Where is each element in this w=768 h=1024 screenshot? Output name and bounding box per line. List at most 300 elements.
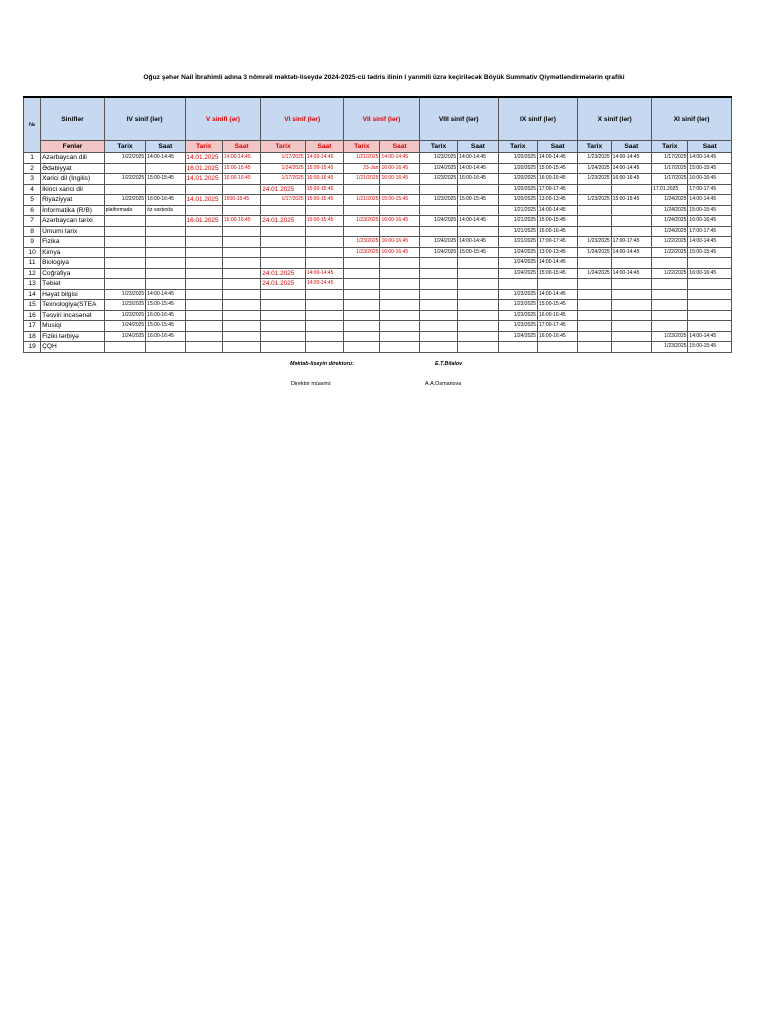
date-cell <box>261 237 305 248</box>
date-cell: 1/24/2025 <box>498 258 537 269</box>
time-cell <box>305 342 343 353</box>
time-cell <box>380 268 419 279</box>
date-cell <box>578 310 611 321</box>
date-cell: 14.01.2025 <box>185 153 222 164</box>
subject-cell: Təbiət <box>41 279 105 290</box>
date-cell: 1/24/2025 <box>419 163 457 174</box>
time-cell: 15:00-15:45 <box>611 195 651 206</box>
time-cell <box>688 289 732 300</box>
date-cell <box>104 226 145 237</box>
table-row <box>24 331 732 342</box>
date-cell <box>104 268 145 279</box>
table-row <box>24 310 732 321</box>
classes-header: Siniflər <box>41 97 105 141</box>
time-cell: 17:00-17:45 <box>611 237 651 248</box>
time-cell: 15:00-15:45 <box>146 300 185 311</box>
date-cell <box>185 331 222 342</box>
time-cell <box>222 342 260 353</box>
date-header: Tarix <box>185 141 222 153</box>
subject-cell: Riyaziyyat <box>41 195 105 206</box>
table-row <box>24 268 732 279</box>
time-cell: 14:00-14:45 <box>537 205 577 216</box>
date-cell: 1/20/2025 <box>498 163 537 174</box>
time-header: Saat <box>305 141 343 153</box>
date-cell: 24.01.2025 <box>261 184 305 195</box>
time-cell <box>305 289 343 300</box>
date-cell <box>185 268 222 279</box>
time-cell: 16:00-16:45 <box>222 216 260 227</box>
time-cell: 14:00-14:45 <box>222 153 260 164</box>
time-cell: 15:00-15:45 <box>537 300 577 311</box>
class-header: V sinifi (ər) <box>185 97 261 141</box>
date-cell <box>104 237 145 248</box>
time-cell <box>222 184 260 195</box>
date-cell: platformada <box>104 205 145 216</box>
row-number: 12 <box>24 268 41 279</box>
time-cell: 14:00-14:45 <box>688 153 732 164</box>
deputy-label: Direktor müavini: <box>291 381 332 387</box>
time-cell: 15:00-15:45 <box>305 163 343 174</box>
date-cell <box>578 279 611 290</box>
date-cell: 1/21/2025 <box>498 237 537 248</box>
time-cell <box>380 331 419 342</box>
date-cell <box>261 289 305 300</box>
row-number: 14 <box>24 289 41 300</box>
time-cell: 16:00-16:45 <box>146 310 185 321</box>
time-cell <box>305 331 343 342</box>
time-cell: 14:00-14:45 <box>537 258 577 269</box>
date-cell: 1/17/2025 <box>261 174 305 185</box>
subjects-header: Fənlər <box>41 141 105 153</box>
date-cell <box>419 184 457 195</box>
deputy-name: A.A.Osmanova <box>425 381 462 387</box>
subject-cell: Xarici dil (İngilis) <box>41 174 105 185</box>
time-cell <box>380 289 419 300</box>
date-header: Tarix <box>578 141 611 153</box>
date-cell <box>185 310 222 321</box>
time-header: Saat <box>458 141 498 153</box>
time-cell <box>222 279 260 290</box>
date-cell <box>419 268 457 279</box>
date-cell: 1/23/2025 <box>104 300 145 311</box>
date-cell: 1/23/2025 <box>104 310 145 321</box>
date-cell: 16.01.2025 <box>185 216 222 227</box>
date-cell: 1/23/2025 <box>344 237 380 248</box>
date-cell: 1/20/2025 <box>498 184 537 195</box>
date-cell: 1/24/2025 <box>104 331 145 342</box>
date-cell: 16.01.2025 <box>185 163 222 174</box>
time-cell <box>458 184 498 195</box>
subject-cell: Fiziki tərbiyə <box>41 331 105 342</box>
subject-cell: Ədəbiyyat <box>41 163 105 174</box>
table-row <box>24 174 732 185</box>
row-number: 15 <box>24 300 41 311</box>
date-cell: 1/23/2025 <box>419 153 457 164</box>
time-cell <box>458 342 498 353</box>
date-cell <box>185 205 222 216</box>
date-cell <box>185 342 222 353</box>
time-cell <box>611 300 651 311</box>
date-cell: 1/22/2025 <box>104 174 145 185</box>
date-cell <box>261 342 305 353</box>
time-cell: 16:00-16:45 <box>688 268 732 279</box>
table-row <box>24 184 732 195</box>
time-cell: 16:00-16:45 <box>380 247 419 258</box>
time-cell <box>611 321 651 332</box>
time-cell: 16:00-16:45 <box>688 216 732 227</box>
row-number: 4 <box>24 184 41 195</box>
director-label: Məktəb-liseyin direktoru: <box>290 361 354 367</box>
time-cell <box>305 258 343 269</box>
time-cell <box>458 279 498 290</box>
date-cell: 1/21/2025 <box>498 205 537 216</box>
time-cell <box>380 226 419 237</box>
time-cell <box>380 258 419 269</box>
date-cell <box>261 258 305 269</box>
row-number: 1 <box>24 153 41 164</box>
time-cell <box>222 289 260 300</box>
date-cell <box>261 310 305 321</box>
date-cell <box>261 321 305 332</box>
date-cell <box>419 331 457 342</box>
date-cell: 14.01.2025 <box>185 174 222 185</box>
time-cell: 15:00-15:45 <box>146 174 185 185</box>
date-cell: 1/23/2025 <box>578 174 611 185</box>
class-header: VI sinif (lər) <box>261 97 344 141</box>
date-cell: 1/17/2025 <box>652 163 688 174</box>
date-cell <box>652 300 688 311</box>
date-cell: 1/24/2025 <box>652 205 688 216</box>
date-cell: 1/24/2025 <box>578 268 611 279</box>
time-cell: 15:00-15:45 <box>458 195 498 206</box>
time-cell: 16:00-16:45 <box>611 174 651 185</box>
time-cell <box>458 258 498 269</box>
director-name: E.T.Bilalov <box>435 361 463 367</box>
date-cell: 1/23/2025 <box>344 216 380 227</box>
time-cell: 14:00-14:45 <box>611 247 651 258</box>
time-cell <box>146 216 185 227</box>
date-cell: 1/17/2025 <box>652 174 688 185</box>
time-cell <box>146 258 185 269</box>
date-cell <box>344 300 380 311</box>
date-cell: 1/23/2025 <box>419 195 457 206</box>
time-cell: 14:00-14:45 <box>305 153 343 164</box>
time-cell: 14:00-14:45 <box>305 279 343 290</box>
time-cell: 15:00-15:45 <box>688 163 732 174</box>
date-cell: 1/24/2025 <box>261 163 305 174</box>
subheader-row <box>24 141 732 153</box>
time-cell: 16:00-16:45 <box>537 331 577 342</box>
date-cell <box>261 205 305 216</box>
time-cell: 15:00-15:45 <box>537 268 577 279</box>
table-row <box>24 258 732 269</box>
date-header: Tarix <box>261 141 305 153</box>
row-number: 11 <box>24 258 41 269</box>
time-cell: öz vaxtında <box>146 205 185 216</box>
page-title: Oğuz şəhər Nail İbrahimli adına 3 nömrəli məktəb-liseydə 2024-2025-cü tədris ilinin I yarımili üzrə keçiriləcək Böyük Summativ Qiymətləndirmələrin qrafiki <box>143 74 625 81</box>
time-cell <box>146 184 185 195</box>
table-row <box>24 279 732 290</box>
time-cell: 13:00-13:45 <box>537 195 577 206</box>
date-cell <box>104 184 145 195</box>
time-cell: 16:00-16:45 <box>146 195 185 206</box>
row-number: 5 <box>24 195 41 206</box>
date-cell: 23-Jan <box>344 163 380 174</box>
time-header: Saat <box>380 141 419 153</box>
date-cell: 1/20/2025 <box>498 153 537 164</box>
subject-cell: Azərbaycan tarixi <box>41 216 105 227</box>
time-header: Saat <box>688 141 732 153</box>
row-number: 10 <box>24 247 41 258</box>
time-cell: 15:00-15:45 <box>458 247 498 258</box>
subject-cell: Fizika <box>41 237 105 248</box>
time-cell <box>688 300 732 311</box>
date-cell <box>652 289 688 300</box>
time-cell: 16:00-16:45 <box>380 174 419 185</box>
row-number: 2 <box>24 163 41 174</box>
time-cell <box>146 268 185 279</box>
time-cell <box>305 205 343 216</box>
date-cell <box>104 247 145 258</box>
time-cell <box>611 226 651 237</box>
subject-cell: İnformatika (R/B) <box>41 205 105 216</box>
date-cell <box>104 216 145 227</box>
schedule-table <box>23 96 732 353</box>
date-cell: 1/24/2025 <box>498 247 537 258</box>
date-cell <box>261 300 305 311</box>
number-header: № <box>24 97 41 153</box>
date-cell <box>578 331 611 342</box>
time-cell <box>146 163 185 174</box>
time-cell: 17:00-17:45 <box>537 321 577 332</box>
date-cell: 1/24/2025 <box>498 268 537 279</box>
time-cell: 15:00-15:45 <box>688 247 732 258</box>
time-cell: 16:00-16:45 <box>688 174 732 185</box>
subject-cell: Ümumi tarix <box>41 226 105 237</box>
time-cell <box>458 268 498 279</box>
date-cell <box>652 321 688 332</box>
time-cell <box>222 331 260 342</box>
row-number: 8 <box>24 226 41 237</box>
time-cell: 14:00-14:45 <box>458 216 498 227</box>
time-cell <box>380 310 419 321</box>
time-cell: 14:00-14:45 <box>146 153 185 164</box>
time-cell <box>458 226 498 237</box>
time-cell <box>611 205 651 216</box>
subject-cell: Coğrafiya <box>41 268 105 279</box>
time-cell <box>222 247 260 258</box>
time-cell: 15:00-15:45 <box>537 216 577 227</box>
date-cell: 14.01.2025 <box>185 195 222 206</box>
time-cell <box>611 342 651 353</box>
date-cell <box>344 258 380 269</box>
time-cell: 14:00-14:45 <box>688 195 732 206</box>
date-cell: 1/21/2025 <box>344 153 380 164</box>
table-row <box>24 226 732 237</box>
time-cell <box>380 205 419 216</box>
date-cell: 1/23/2025 <box>104 289 145 300</box>
time-cell: 16:00-16:45 <box>380 163 419 174</box>
time-cell <box>458 331 498 342</box>
date-cell: 1/22/2025 <box>104 153 145 164</box>
date-cell: 1/24/2025 <box>652 226 688 237</box>
row-number: 19 <box>24 342 41 353</box>
date-header: Tarix <box>419 141 457 153</box>
time-cell <box>458 321 498 332</box>
date-cell <box>185 279 222 290</box>
date-cell: 1/24/2025 <box>419 247 457 258</box>
date-cell: 1/23/2025 <box>652 342 688 353</box>
time-cell <box>458 205 498 216</box>
time-cell: 14:00-14:45 <box>611 268 651 279</box>
date-cell <box>419 289 457 300</box>
date-cell <box>344 279 380 290</box>
date-cell <box>344 289 380 300</box>
date-cell <box>419 279 457 290</box>
date-cell <box>578 289 611 300</box>
date-cell: 1/24/2025 <box>104 321 145 332</box>
time-cell: 15:00-15:45 <box>537 163 577 174</box>
time-header: Saat <box>222 141 260 153</box>
time-cell: 15:00-15:45 <box>305 195 343 206</box>
table-row <box>24 321 732 332</box>
date-cell: 1/20/2025 <box>498 195 537 206</box>
date-cell <box>344 205 380 216</box>
date-cell: 1/24/2025 <box>419 216 457 227</box>
time-cell: 14:00-14:45 <box>611 153 651 164</box>
time-cell: 16:00-16:45 <box>537 174 577 185</box>
time-cell: 14:00-14:45 <box>611 163 651 174</box>
time-cell <box>146 247 185 258</box>
time-cell <box>380 279 419 290</box>
date-cell: 1/23/2025 <box>498 321 537 332</box>
date-cell <box>578 184 611 195</box>
time-cell <box>146 226 185 237</box>
date-cell: 1/23/2025 <box>578 153 611 164</box>
date-cell <box>419 226 457 237</box>
time-cell: 14:00-14:45 <box>146 289 185 300</box>
subject-cell: Həyat bilgisi <box>41 289 105 300</box>
date-cell <box>104 279 145 290</box>
date-header: Tarix <box>652 141 688 153</box>
time-cell: 15:00-15:45 <box>305 216 343 227</box>
date-cell <box>104 163 145 174</box>
date-cell <box>185 237 222 248</box>
time-cell: 17:00-17:45 <box>537 237 577 248</box>
time-cell <box>458 300 498 311</box>
date-cell <box>419 321 457 332</box>
subject-cell: Texnologiya(STEA <box>41 300 105 311</box>
date-cell <box>344 226 380 237</box>
table-row <box>24 300 732 311</box>
time-header: Saat <box>611 141 651 153</box>
date-cell <box>185 226 222 237</box>
time-cell: 13:00-13:45 <box>537 247 577 258</box>
time-cell: 15:00-15:45 <box>380 195 419 206</box>
date-cell: 1/21/2025 <box>498 226 537 237</box>
date-cell: 24.01.2025 <box>261 268 305 279</box>
date-cell <box>419 300 457 311</box>
table-row <box>24 216 732 227</box>
date-cell <box>261 331 305 342</box>
time-cell <box>222 321 260 332</box>
table-row <box>24 289 732 300</box>
subject-cell: Azərbaycan dili <box>41 153 105 164</box>
time-cell <box>222 226 260 237</box>
date-cell <box>578 205 611 216</box>
date-cell: 1/21/2025 <box>344 195 380 206</box>
date-cell <box>344 184 380 195</box>
row-number: 13 <box>24 279 41 290</box>
time-cell: 14:00-14:45 <box>537 153 577 164</box>
time-header: Saat <box>146 141 185 153</box>
date-cell <box>419 258 457 269</box>
date-cell <box>104 258 145 269</box>
date-cell: 1/23/2025 <box>578 195 611 206</box>
time-cell: 17:00-17:45 <box>688 226 732 237</box>
date-cell <box>652 258 688 269</box>
time-cell: 16:00-16:45 <box>380 216 419 227</box>
date-cell <box>185 184 222 195</box>
time-cell <box>146 237 185 248</box>
date-header: Tarix <box>344 141 380 153</box>
class-header: X sinif (lər) <box>578 97 652 141</box>
date-cell <box>578 300 611 311</box>
date-cell: 1/24/2025 <box>652 195 688 206</box>
class-header: XI sinif (lər) <box>652 97 732 141</box>
date-cell: 1/21/2025 <box>498 216 537 227</box>
time-cell <box>146 342 185 353</box>
date-cell <box>344 310 380 321</box>
date-cell <box>185 258 222 269</box>
time-cell: 17:00-17:45 <box>688 184 732 195</box>
row-number: 9 <box>24 237 41 248</box>
time-cell: 14:00-14:45 <box>380 153 419 164</box>
time-cell: 15:00-15:45 <box>146 321 185 332</box>
date-cell <box>578 258 611 269</box>
table-row <box>24 237 732 248</box>
class-header: IV sinif (lər) <box>104 97 185 141</box>
date-cell <box>261 226 305 237</box>
header-row <box>24 97 732 141</box>
time-cell: 14:00-14:45 <box>458 153 498 164</box>
table-row <box>24 205 732 216</box>
date-cell: 1/22/2025 <box>104 195 145 206</box>
time-cell: 16:00-16:45 <box>146 331 185 342</box>
time-cell <box>305 321 343 332</box>
date-cell: 1/24/2025 <box>498 331 537 342</box>
time-cell: 14:00-14:45 <box>458 237 498 248</box>
time-cell <box>688 321 732 332</box>
date-cell: 1/23/2025 <box>344 247 380 258</box>
time-cell: 15:00-15:45 <box>688 342 732 353</box>
date-cell <box>498 342 537 353</box>
date-cell <box>185 321 222 332</box>
time-cell: 16:00-16:45 <box>380 237 419 248</box>
date-cell <box>185 289 222 300</box>
date-cell: 1/22/2025 <box>652 247 688 258</box>
date-cell <box>652 279 688 290</box>
table-row <box>24 163 732 174</box>
time-cell <box>222 310 260 321</box>
date-cell: 1/23/2025 <box>498 310 537 321</box>
time-cell <box>380 321 419 332</box>
date-cell <box>419 342 457 353</box>
date-cell: 1/17/2025 <box>261 195 305 206</box>
date-cell <box>578 216 611 227</box>
time-cell <box>537 342 577 353</box>
date-cell: 1/24/2025 <box>419 237 457 248</box>
